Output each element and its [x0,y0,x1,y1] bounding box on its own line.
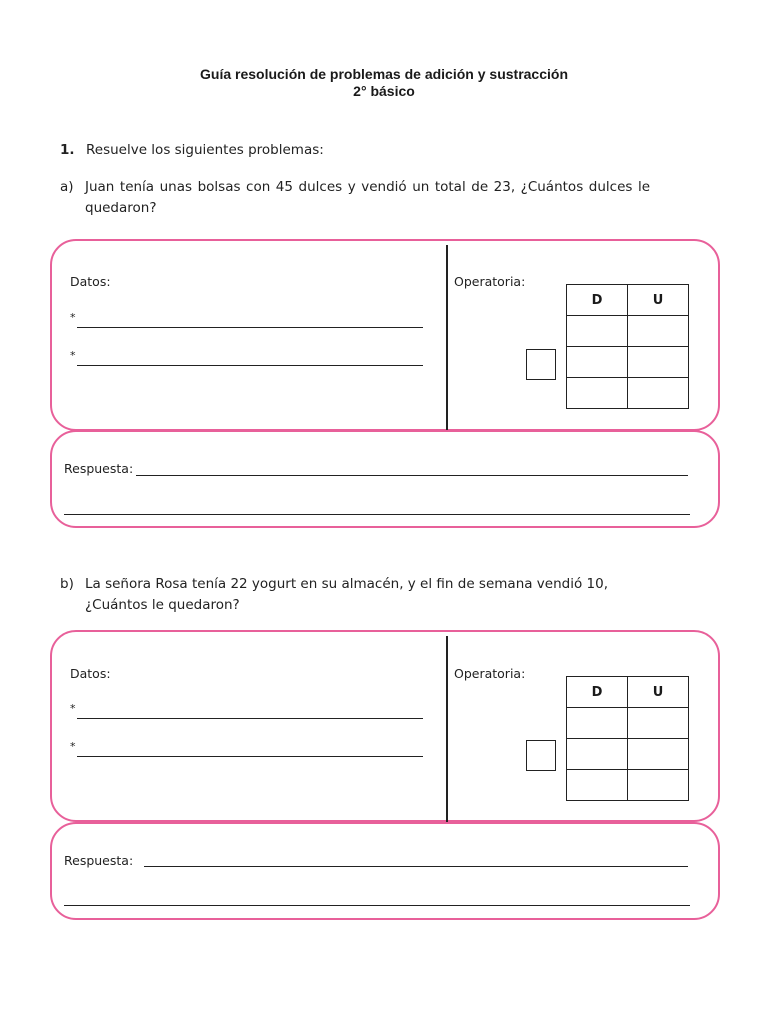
problem-a-letter: a) [60,179,74,195]
problem-a-place-value-table [566,284,689,409]
problem-b-cell[interactable] [628,770,689,801]
problem-a-header-unidades: U [628,285,689,316]
problem-b-operatoria-label: Operatoria: [454,666,526,681]
problem-a-header-decenas: D [567,285,628,316]
problem-b-answer-line-1[interactable] [144,866,688,867]
problem-a-operatoria-label: Operatoria: [454,274,526,289]
problem-a-datos-line-1[interactable] [77,327,423,328]
problem-b-place-value-table [566,676,689,801]
problem-b-datos-line-1[interactable] [77,718,423,719]
problem-b-cell[interactable] [567,739,628,770]
document-title: Guía resolución de problemas de adición y sustracción [200,66,568,82]
instruction-number: 1. [60,142,75,158]
grade-label: 2° básico [353,83,415,99]
problem-a-cell[interactable] [567,347,628,378]
problem-a-bullet-2: * [70,349,76,362]
problem-a-datos-label: Datos: [70,274,111,289]
problem-b-bullet-2: * [70,740,76,753]
problem-b-answer-box [50,822,720,920]
problem-a-cell[interactable] [628,316,689,347]
problem-a-answer-line-1[interactable] [136,475,688,476]
problem-b-respuesta-label: Respuesta: [64,853,134,868]
problem-b-answer-line-2[interactable] [64,905,690,906]
problem-b-letter: b) [60,576,74,592]
problem-a-operator-box[interactable] [526,349,556,380]
problem-a-cell[interactable] [628,347,689,378]
problem-a-cell[interactable] [567,378,628,409]
problem-b-bullet-1: * [70,702,76,715]
problem-a-answer-line-2[interactable] [64,514,690,515]
problem-b-text: La señora Rosa tenía 22 yogurt en su almacén, y el fin de semana vendió 10, ¿Cuántos le quedaron? [85,576,608,613]
problem-b-header-decenas: D [567,677,628,708]
problem-b-header-unidades: U [628,677,689,708]
problem-b-cell[interactable] [628,739,689,770]
problem-a-work-box [50,239,720,431]
problem-b-divider [446,636,448,822]
problem-a-divider [446,245,448,431]
problem-a-respuesta-label: Respuesta: [64,461,134,476]
problem-b-datos-label: Datos: [70,666,111,681]
problem-a-text: Juan tenía unas bolsas con 45 dulces y vendió un total de 23, ¿Cuántos dulces le quedaron? [85,179,650,216]
problem-a-datos-line-2[interactable] [77,365,423,366]
problem-a-answer-box [50,430,720,528]
problem-b-cell[interactable] [567,770,628,801]
problem-b-datos-line-2[interactable] [77,756,423,757]
problem-b-operator-box[interactable] [526,740,556,771]
problem-a-bullet-1: * [70,311,76,324]
problem-a-cell[interactable] [628,378,689,409]
problem-b-cell[interactable] [567,708,628,739]
problem-b-work-box [50,630,720,822]
problem-a-cell[interactable] [567,316,628,347]
problem-b-cell[interactable] [628,708,689,739]
instruction-text: Resuelve los siguientes problemas: [86,142,324,158]
